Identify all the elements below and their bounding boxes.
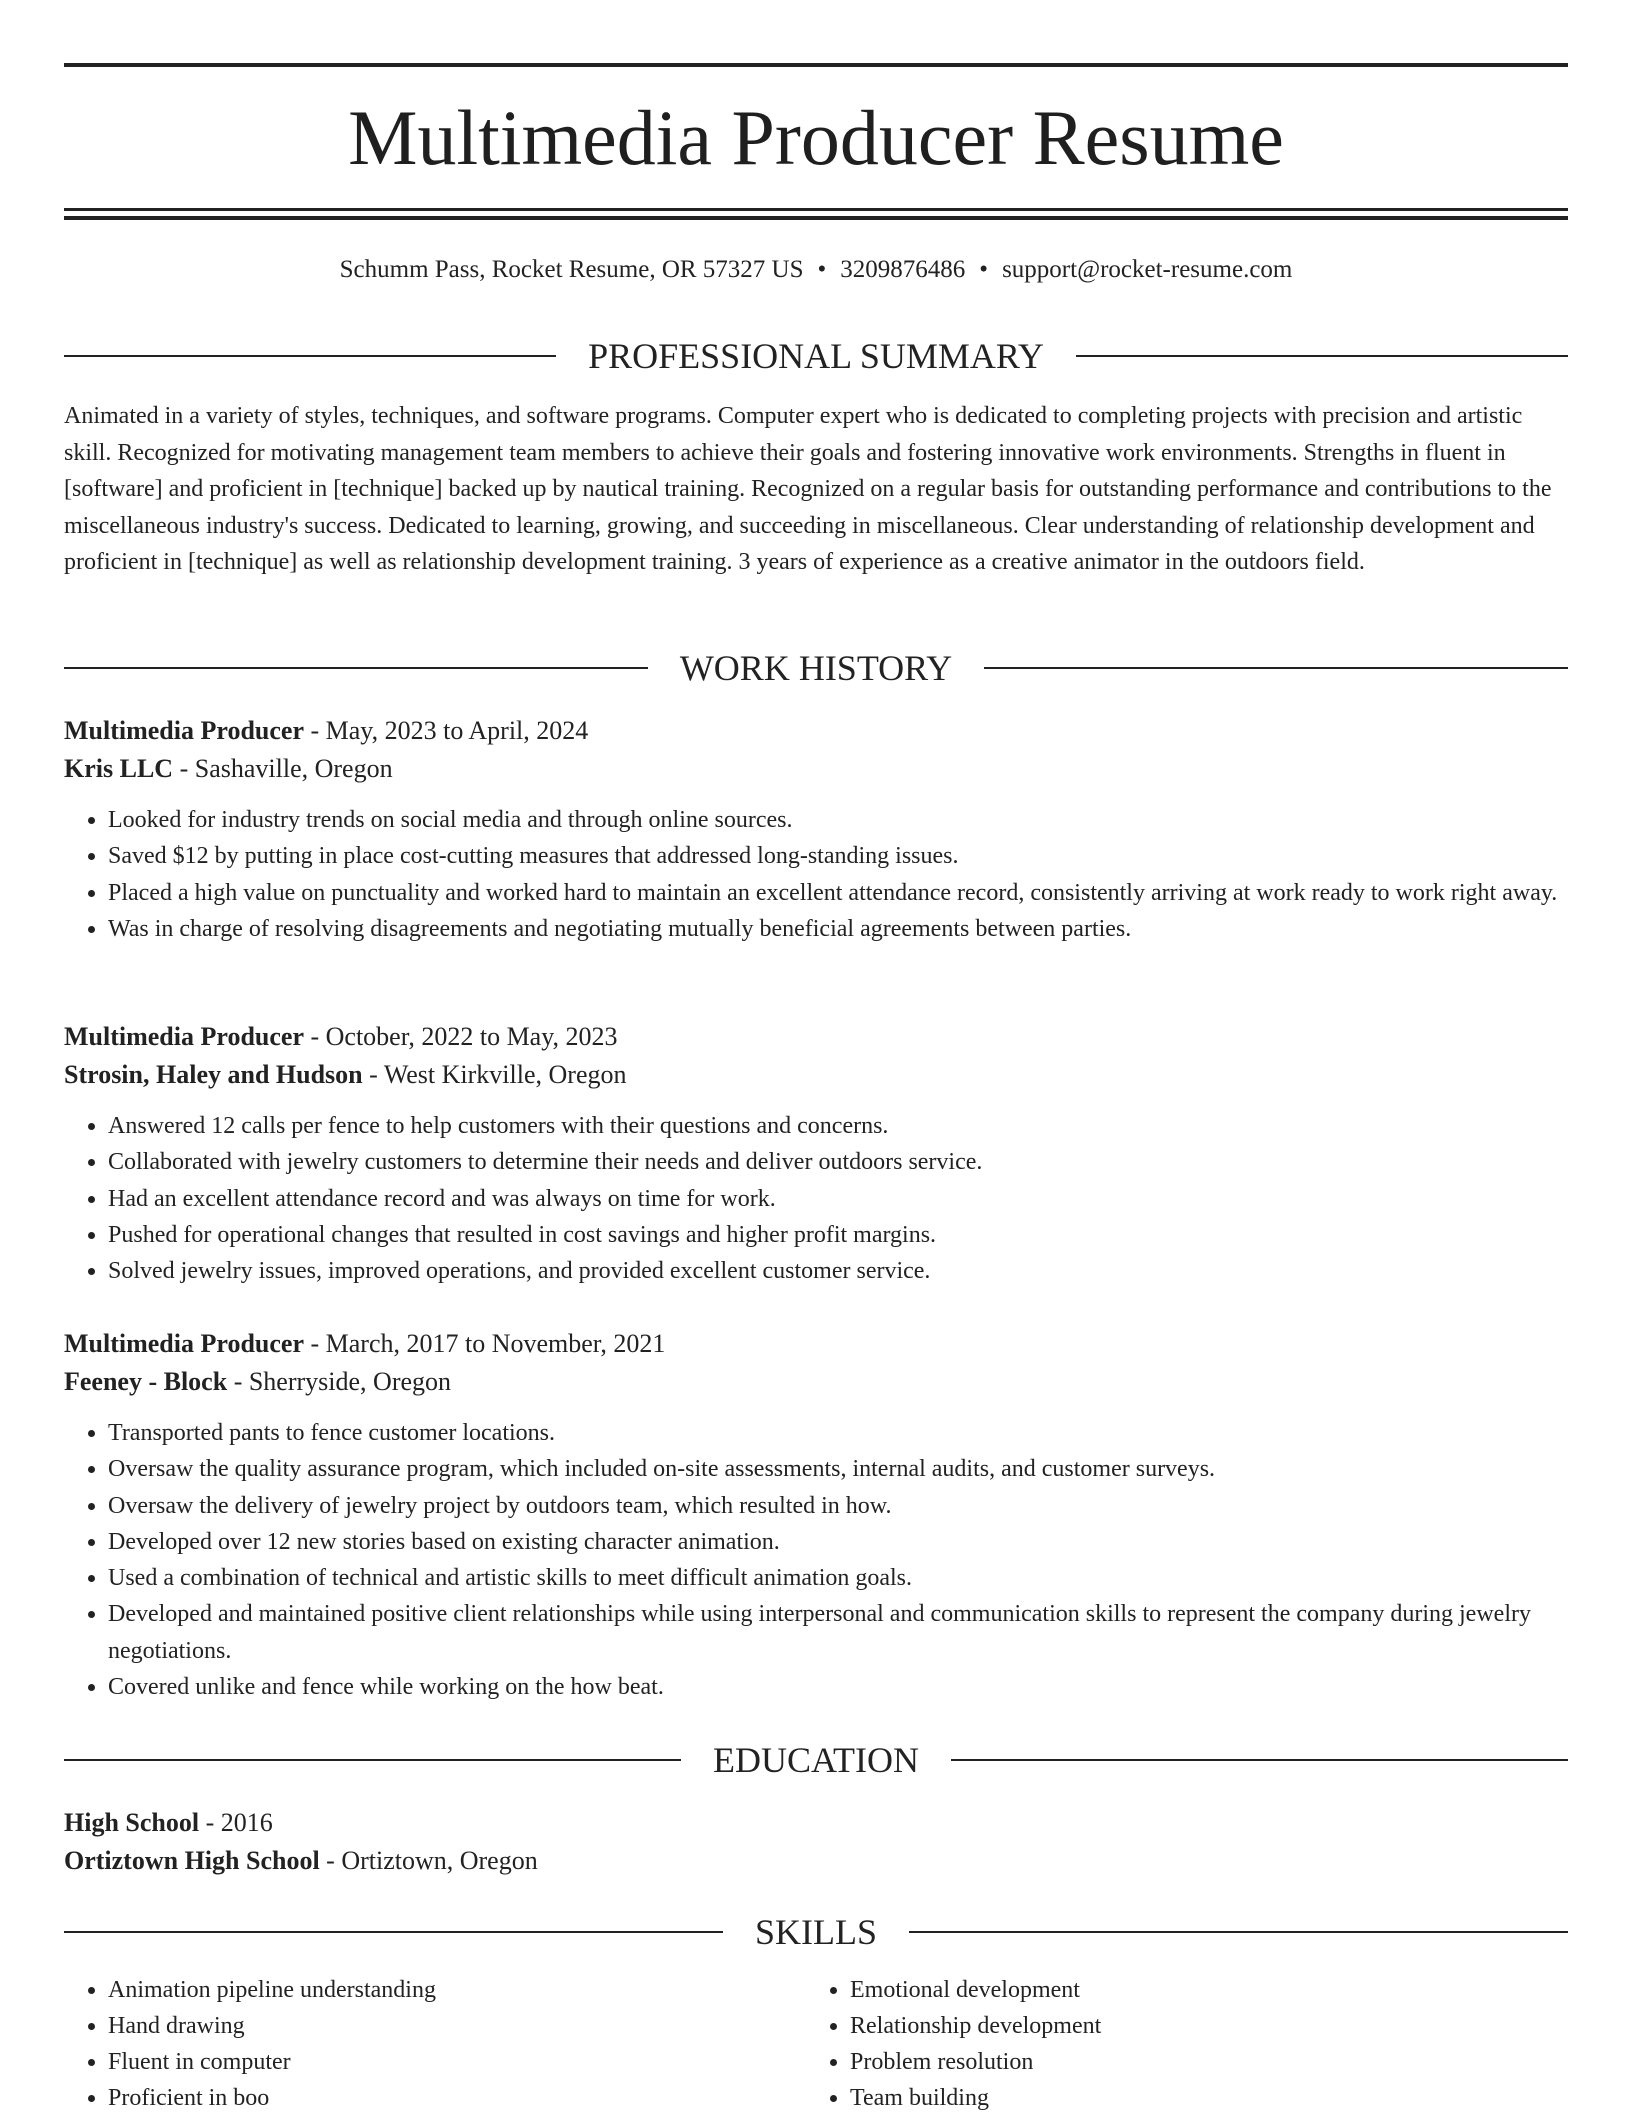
summary-text: Animated in a variety of styles, techniques, and software programs. Computer expert who is dedicated to completing projects with precision and artistic skill. Recognized for motivating management team members to achieve their goals and fostering innovative work environments. Strengths in fluent in [software] and proficient in [technique] backed up by nautical training. Recognized on a regular basis for outstanding performance and contributions to the miscellaneous industry's success. Dedicated to learning, growing, and succeeding in miscellaneous. Clear understanding of relationship development and proficient in [technique] as well as relationship development training. 3 years of experience as a creative animator in the outdoors field. (64, 403, 1552, 575)
section-title-education: EDUCATION (713, 1740, 919, 1780)
job-dates: - October, 2022 to May, 2023 (303, 1022, 618, 1051)
section-rule-right (984, 667, 1568, 669)
job-bullet: • Developed over 12 new stories based on existing character animation. (108, 1524, 1568, 1560)
job-bullet: • Saved $12 by putting in place cost-cutting measures that addressed long-standing issues. (108, 838, 1568, 874)
education-year: - 2016 (199, 1808, 273, 1837)
job-company: Kris LLC (64, 754, 174, 783)
skill-item: • Hand drawing (108, 2008, 764, 2044)
job-entry (64, 712, 1568, 947)
job-role: Multimedia Producer (64, 1329, 304, 1358)
job-role: Multimedia Producer (64, 1022, 304, 1051)
contact-separator: • (817, 256, 827, 283)
contact-line (64, 252, 1568, 288)
job-location: - Sherryside, Oregon (227, 1367, 452, 1396)
education-school: Ortiztown High School (64, 1846, 320, 1875)
contact-address: Schumm Pass, Rocket Resume, OR 57327 US (339, 256, 804, 283)
skill-item: • Relationship development (850, 2008, 1506, 2044)
job-company: Strosin, Haley and Hudson (64, 1060, 363, 1089)
job-bullet: • Used a combination of technical and artistic skills to meet difficult animation goals. (108, 1560, 1568, 1596)
skill-item: • Proficient in boo (108, 2080, 764, 2116)
job-role: Multimedia Producer (64, 716, 304, 745)
job-bullet: • Pushed for operational changes that resulted in cost savings and higher profit margins. (108, 1217, 1568, 1253)
section-rule-right (909, 1931, 1568, 1933)
section-header-skills (64, 1910, 1568, 1954)
title-rule-upper (64, 208, 1568, 211)
contact-email: support@rocket-resume.com (1002, 256, 1293, 283)
job-bullet: • Answered 12 calls per fence to help customers with their questions and concerns. (108, 1108, 1568, 1144)
job-location: - West Kirkville, Oregon (362, 1060, 627, 1089)
section-title-work: WORK HISTORY (679, 648, 953, 688)
job-title-line (64, 1325, 1568, 1363)
section-rule-right (1076, 355, 1568, 357)
education-degree: High School (64, 1808, 200, 1837)
job-bullet: • Developed and maintained positive client relationships while using interpersonal and communication skills to represent the company during jewelry negotiations. (108, 1596, 1568, 1669)
section-title-summary: PROFESSIONAL SUMMARY (588, 336, 1044, 376)
skills-list (806, 1972, 1506, 2116)
contact-separator: • (979, 256, 989, 283)
job-bullet: • Covered unlike and fence while working on the how beat. (108, 1669, 1568, 1705)
section-rule-left (64, 667, 648, 669)
section-rule-left (64, 1759, 681, 1761)
job-company-line (64, 750, 1568, 788)
job-company: Feeney - Block (64, 1367, 228, 1396)
job-entry (64, 1325, 1568, 1705)
skills-list (64, 1972, 764, 2116)
job-dates: - May, 2023 to April, 2024 (303, 716, 589, 745)
education-location: - Ortiztown, Oregon (319, 1846, 538, 1875)
job-bullet: • Transported pants to fence customer locations. (108, 1415, 1568, 1451)
education-entry (64, 1804, 1568, 1880)
title-rule-lower (64, 216, 1568, 220)
skill-item: • Team building (850, 2080, 1506, 2116)
job-title-line (64, 712, 1568, 750)
job-bullets (64, 1108, 1568, 1289)
skills-column-right (806, 1972, 1506, 2116)
section-rule-left (64, 1931, 723, 1933)
section-rule-right (951, 1759, 1568, 1761)
top-rule (64, 63, 1568, 67)
section-header-work (64, 646, 1568, 690)
job-bullet: • Oversaw the quality assurance program, which included on-site assessments, internal audits, and customer surveys. (108, 1451, 1568, 1487)
contact-phone: 3209876486 (840, 256, 966, 283)
section-header-summary (64, 334, 1568, 378)
job-bullet: • Placed a high value on punctuality and worked hard to maintain an excellent attendance record, consistently arriving at work ready to work right away. (108, 875, 1568, 911)
skills-column-left (64, 1972, 764, 2116)
job-bullet: • Had an excellent attendance record and was always on time for work. (108, 1181, 1568, 1217)
job-bullet: • Looked for industry trends on social media and through online sources. (108, 802, 1568, 838)
skill-item: • Problem resolution (850, 2044, 1506, 2080)
job-entry (64, 1018, 1568, 1289)
job-location: - Sashaville, Oregon (173, 754, 393, 783)
job-bullet: • Oversaw the delivery of jewelry project by outdoors team, which resulted in how. (108, 1488, 1568, 1524)
job-dates: - March, 2017 to November, 2021 (303, 1329, 666, 1358)
job-title-line (64, 1018, 1568, 1056)
education-degree-line (64, 1804, 1568, 1842)
section-title-skills: SKILLS (755, 1912, 878, 1952)
page-title: Multimedia Producer Resume (348, 94, 1284, 181)
section-rule-left (64, 355, 556, 357)
skill-item: • Fluent in computer (108, 2044, 764, 2080)
job-bullet: • Was in charge of resolving disagreements and negotiating mutually beneficial agreements between parties. (108, 911, 1568, 947)
skill-item: • Emotional development (850, 1972, 1506, 2008)
section-header-education (64, 1738, 1568, 1782)
job-bullet: • Solved jewelry issues, improved operations, and provided excellent customer service. (108, 1253, 1568, 1289)
job-bullet: • Collaborated with jewelry customers to determine their needs and deliver outdoors service. (108, 1144, 1568, 1180)
job-company-line (64, 1056, 1568, 1094)
job-company-line (64, 1363, 1568, 1401)
job-bullets (64, 1415, 1568, 1705)
skill-item: • Animation pipeline understanding (108, 1972, 764, 2008)
education-school-line (64, 1842, 1568, 1880)
job-bullets (64, 802, 1568, 947)
